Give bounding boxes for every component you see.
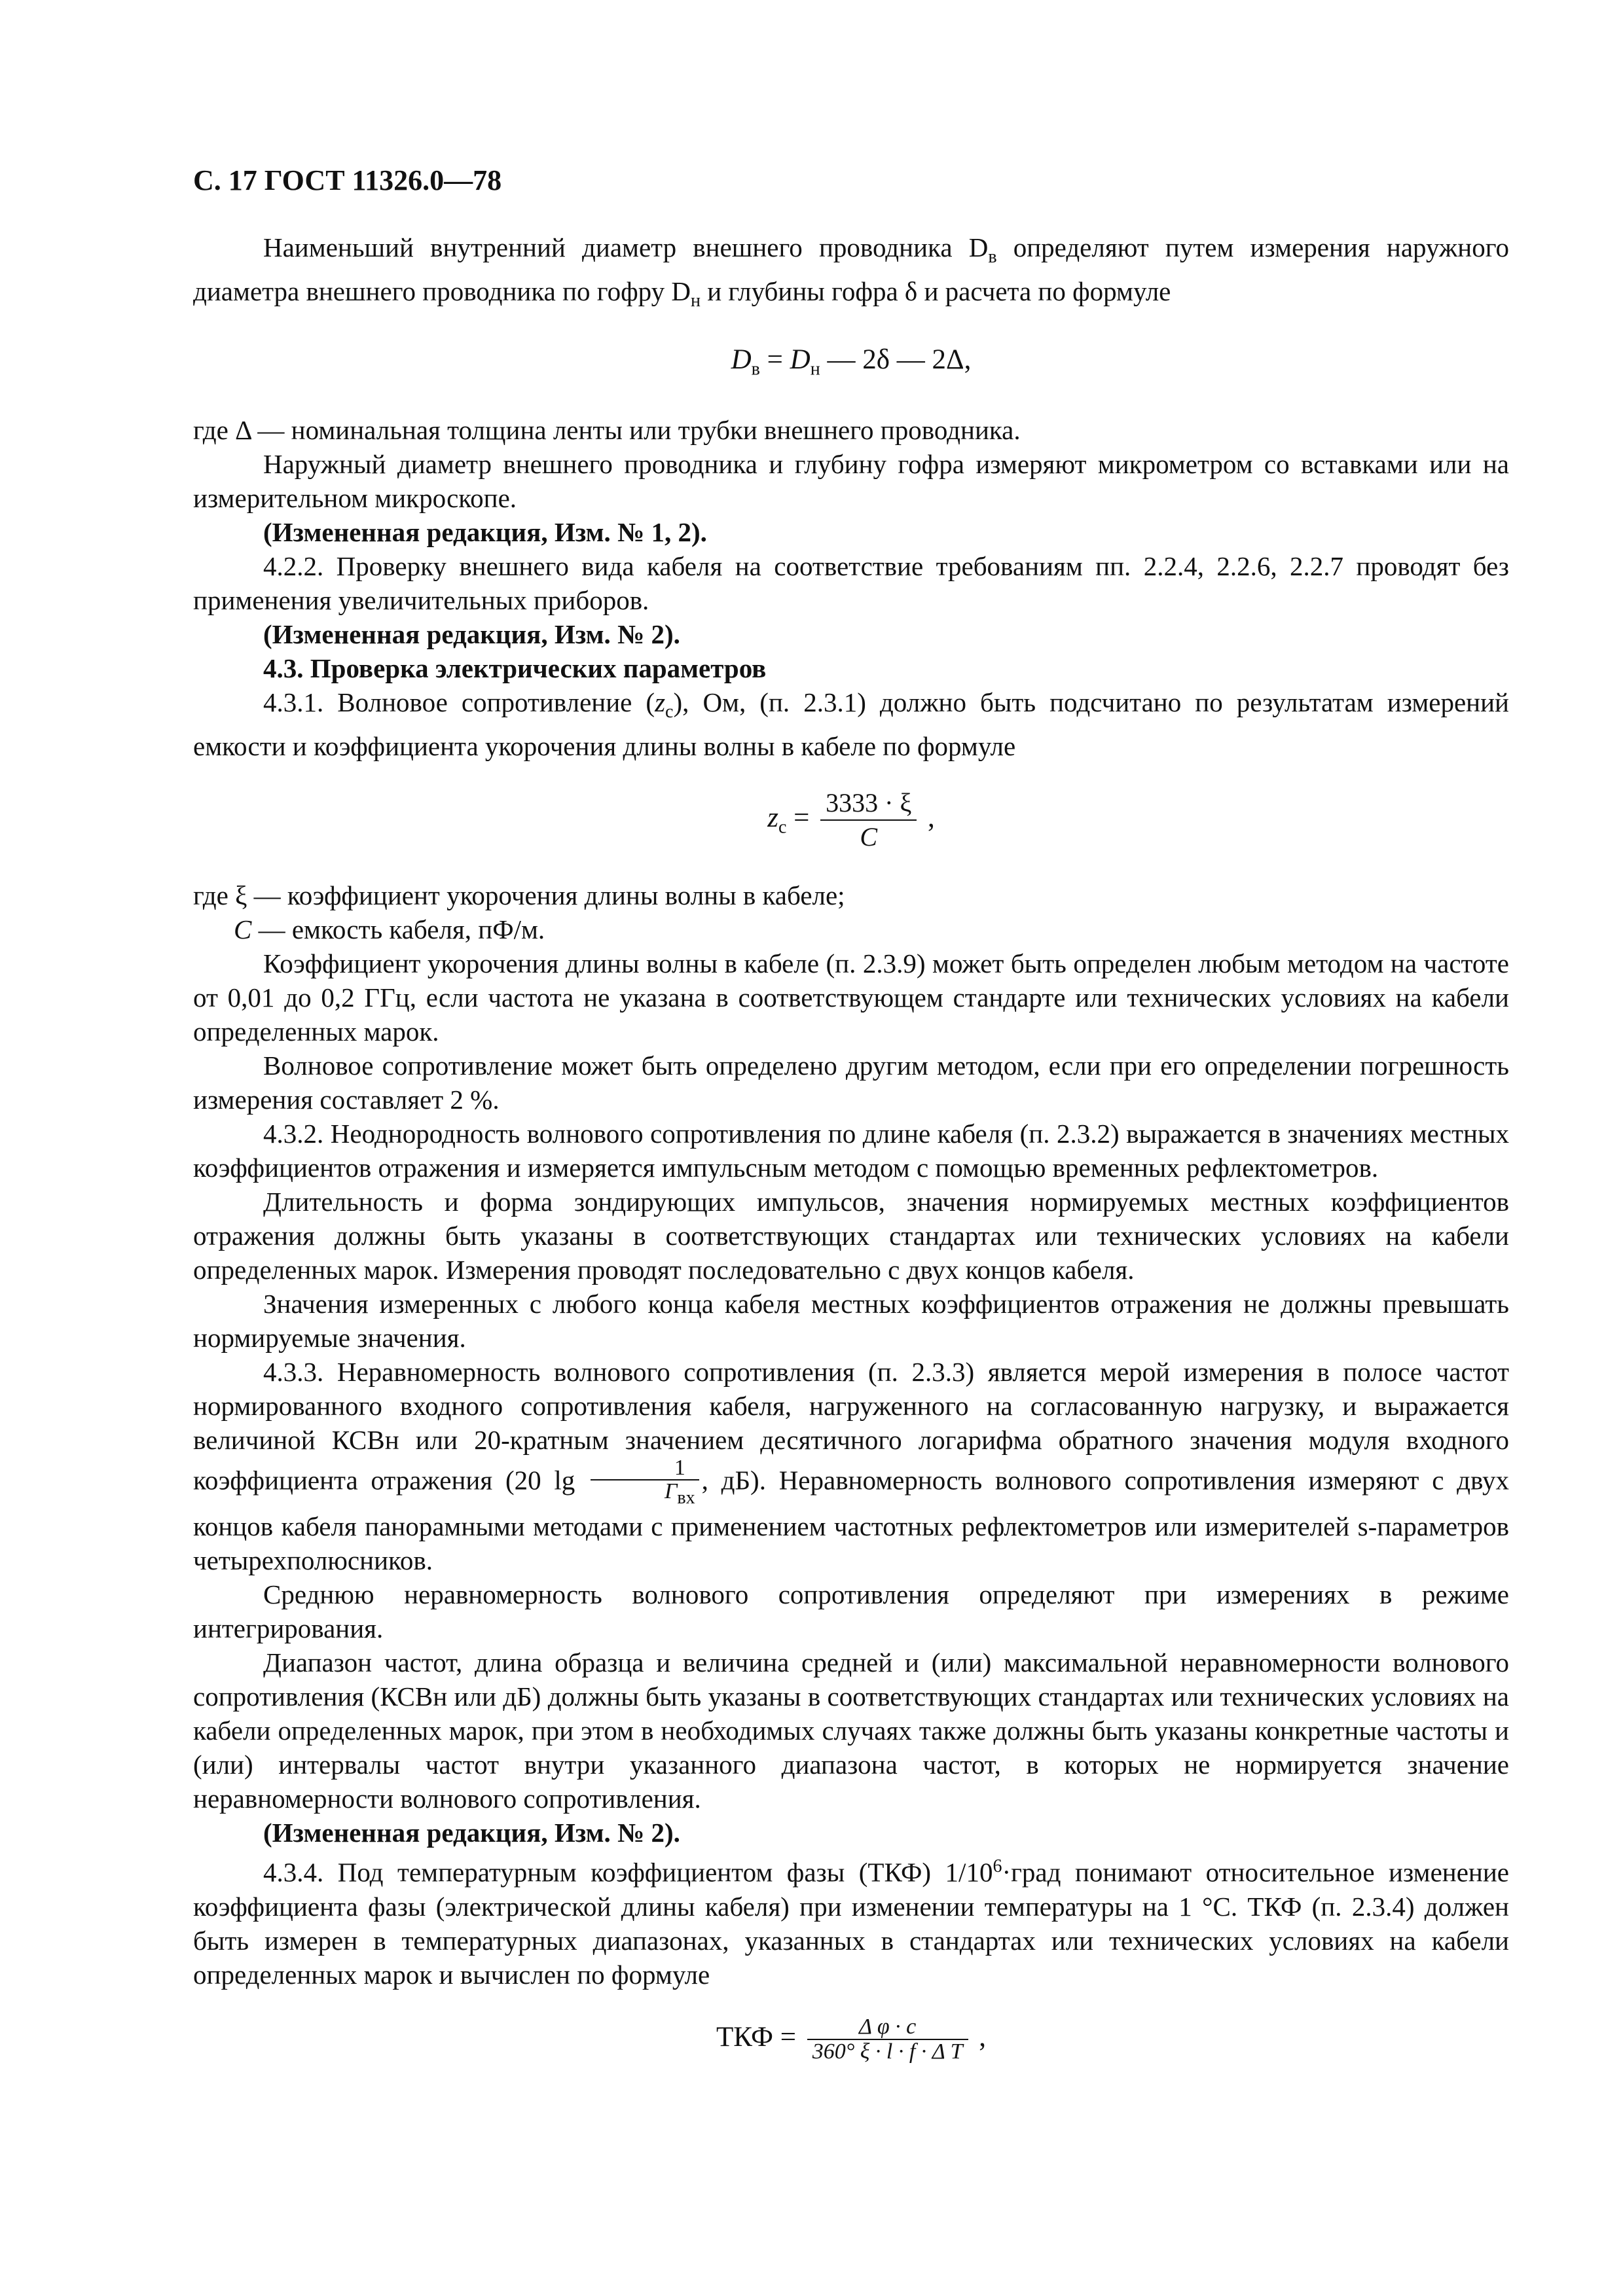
paragraph-average-nonuniformity: Среднюю неравномерность волнового сопротивления определяют при измерениях в режиме интегрирования. <box>193 1579 1509 1643</box>
paragraph-inner-diameter: Наименьший внутренний диаметр внешнего проводника $D_в$ определяют путем измерения наружного диаметра внешнего проводника по гофру $D_н$ и глубины гофра δ и расчета по формуле <box>193 232 1510 312</box>
paragraph-frequency-range: Диапазон частот, длина образца и величина средней и (или) максимальной неравномерности волнового сопротивления (КСВн или дБ) должны быть указаны в соответствующих стандартах или технических условиях на кабели определенных марок, при этом в необходимых случаях также должны быть указаны конкретные частоты и (или) интервалы частот внутри указанного диапазона частот, в которых не нормируется значение неравномерности волнового сопротивления. <box>193 1647 1509 1814</box>
section-heading-4-3: 4.3. Проверка электрических параметров <box>263 653 767 683</box>
formula-impedance: $z_c$ = $\frac{3333 \cdot \xi}{C}$ , <box>193 787 1509 853</box>
paragraph-c-definition: C — емкость кабеля, пФ/м. <box>234 914 545 945</box>
paragraph-xi-definition: где ξ — коэффициент укорочения длины волны в кабеле; <box>193 880 845 911</box>
paragraph-4-3-3: 4.3.3. Неравномерность волнового сопротивления (п. 2.3.3) является мерой измерения в полосе частот нормированного входного сопротивления кабеля, нагруженного на согласованную нагрузку, и выражается величиной КСВн или 20-кратным значением десятичного логарифма обратного значения модуля входного коэффициента отражения (20 lg $\frac{1}{Г_{вх}}$ , дБ). Неравномерность волнового сопротивления измеряют с двух концов кабеля панорамными методами с применением частотных рефлектометров или измерителей s-параметров четырехполюсников. <box>193 1357 1509 1575</box>
formula-tkf: ТКФ = $\frac{\text{Δ φ · c}}{\text{360° ξ · l · f · Δ T}}$ , <box>716 2014 987 2064</box>
paragraph-micrometer: Наружный диаметр внешнего проводника и глубину гофра измеряют микрометром со вставками или на измерительном микроскопе. <box>193 448 1509 513</box>
tkf-fraction: $\frac{\text{Δ φ · c}}{\text{360° ξ · l · f · Δ T}}$ <box>807 2015 968 2064</box>
paragraph-reflection-values: Значения измеренных с любого конца кабеля местных коэффициентов отражения не должны превышать нормируемые значения. <box>193 1289 1509 1354</box>
inline-fraction-reflection: $\frac{1}{Г_{вх}}$ <box>591 1457 699 1509</box>
amendment-note-2: (Измененная редакция, Изм. № 2). <box>263 619 680 649</box>
amendment-note-1: (Измененная редакция, Изм. № 1, 2). <box>263 516 707 547</box>
paragraph-shortening-coefficient: Коэффициент укорочения длины волны в кабеле (п. 2.3.9) может быть определен любым методом на частоте от 0,01 до 0,2 ГГц, если частота не указана в соответствующем стандарте или технических условиях на кабели определенных марок. <box>193 948 1509 1047</box>
paragraph-4-3-1: 4.3.1. Волновое сопротивление $(z_c)$, Ом, (п. 2.3.1) должно быть подсчитано по результатам измерений емкости и коэффициента укорочения длины волны в кабеле по формуле <box>193 687 1509 762</box>
paragraph-4-3-2: 4.3.2. Неоднородность волнового сопротивления по длине кабеля (п. 2.3.2) выражается в значениях местных коэффициентов отражения и измеряется импульсным методом с помощью временных рефлектометров. <box>193 1119 1509 1183</box>
paragraph-4-2-2: 4.2.2. Проверку внешнего вида кабеля на соответствие требованиям пп. 2.2.4, 2.2.6, 2.2.7 проводят без применения увеличительных приборов. <box>193 550 1509 615</box>
paragraph-4-3-4: 4.3.4. Под температурным коэффициентом фазы (ТКФ) $1/10^6\cdot град$ понимают относительное изменение коэффициента фазы (электрической длины кабеля) при изменении температуры на 1 °С. ТКФ (п. 2.3.4) должен быть измерен в температурных диапазонах, указанных в стандартах или технических условиях на кабели определенных марок и вычислен по формуле <box>193 1856 1509 1990</box>
formula-diameter: $D_в = D_н$ — 2δ — 2Δ, <box>731 344 972 380</box>
document-page <box>193 164 1509 2089</box>
paragraph-pulse-duration: Длительность и форма зондирующих импульсов, значения нормируемых местных коэффициентов отражения должны быть указаны в соответствующих стандартах или технических условиях на кабели определенных марок. Измерения проводят последовательно с двух концов кабеля. <box>193 1187 1509 1285</box>
paragraph-delta-definition: где Δ — номинальная толщина ленты или трубки внешнего проводника. <box>193 414 1021 445</box>
page-header: С. 17 ГОСТ 11326.0—78 <box>193 164 502 196</box>
paragraph-other-method: Волновое сопротивление может быть определено другим методом, если при его определении погрешность измерения составляет 2 %. <box>193 1050 1509 1115</box>
amendment-note-3: (Измененная редакция, Изм. № 2). <box>263 1817 680 1848</box>
impedance-fraction: $\frac{3333 \cdot \xi}{C}$ <box>820 787 917 853</box>
